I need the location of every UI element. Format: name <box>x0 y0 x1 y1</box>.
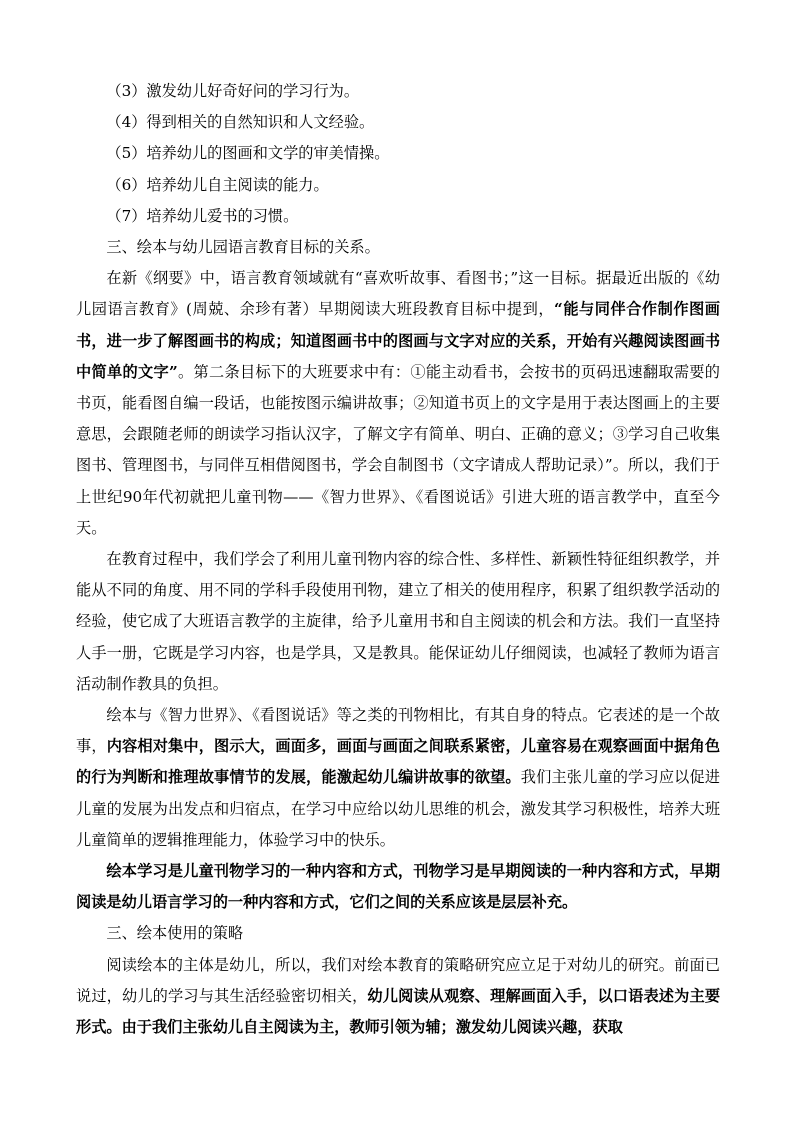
paragraph-goals <box>76 263 720 544</box>
paragraph-features <box>76 700 720 856</box>
section-heading-strategy: 三、绘本使用的策略 <box>106 924 244 943</box>
list-item-6: （6）培养幼儿自主阅读的能力。 <box>106 175 329 194</box>
paragraph-goals-text-2: 。第二条目标下的大班要求中有：①能主动看书，会按书的页码迅速翻取需要的书页，能看图自编一段话，也能按图示编讲故事；②知道书页上的文字是用于表达图画上的主要意思，会跟随老师的朗读学习指认汉字，了解文字有简单、明白、正确的意义；③学习自己收集图书、管理图书，与同伴互相借阅图书，学会自制图书（文字请成人帮助记录）”。所以，我们于上世纪90年代初就把儿童刊物——《智力世界》、《看图说话》引进大班的语言教学中，直至今天。 <box>76 362 720 537</box>
list-item-5: （5）培养幼儿的图画和文学的审美情操。 <box>106 144 390 163</box>
section-heading-relation: 三、绘本与幼儿园语言教育目标的关系。 <box>106 238 380 257</box>
paragraph-features-text-1: 绘本与《智力世界》、《看图说话》等之类的刊物相比，有其自身的特点。它表述的是一个故事， <box>76 706 720 756</box>
paragraph-strategy-bold: 幼儿阅读从观察、理解画面入手，以口语表述为主要形式。由于我们主张幼儿自主阅读为主，教师引领为辅；激发幼儿阅读兴趣，获取 <box>76 986 721 1037</box>
paragraph-features-text-2: 我们主张儿童的学习应以促进儿童的发展为出发点和归宿点，在学习中应给以幼儿思维的机会，激发其学习积极性，培养大班儿童简单的逻辑推理能力，体验学习中的快乐。 <box>76 768 721 849</box>
paragraph-strategy <box>76 950 720 1044</box>
paragraph-relationship-bold: 绘本学习是儿童刊物学习的一种内容和方式，刊物学习是早期阅读的一种内容和方式，早期阅读是幼儿语言学习的一种内容和方式，它们之间的关系应该是层层补充。 <box>76 862 720 912</box>
paragraph-strategy-text-1: 阅读绘本的主体是幼儿，所以，我们对绘本教育的策略研究应立足于对幼儿的研究。前面已说过，幼儿的学习与其生活经验密切相关， <box>76 955 720 1005</box>
list-item-3: （3）激发幼儿好奇好问的学习行为。 <box>106 82 360 100</box>
list-item-7: （7）培养幼儿爱书的习惯。 <box>106 206 299 225</box>
list-item-4: （4）得到相关的自然知识和人文经验。 <box>106 113 375 132</box>
paragraph-features-bold: 内容相对集中，图示大，画面多，画面与画面之间联系紧密，儿童容易在观察画面中据角色的行为判断和推理故事情节的发展，能激起幼儿编讲故事的欲望。 <box>76 737 721 787</box>
paragraph-process: 在教育过程中，我们学会了利用儿童刊物内容的综合性、多样性、新颖性特征组织教学，并能从不同的角度、用不同的学科手段使用刊物，建立了相关的使用程序，积累了组织教学活动的经验，使它成了大班语言教学的主旋律，给予儿童用书和自主阅读的机会和方法。我们一直坚持人手一册，它既是学习内容，也是学具，又是教具。能保证幼儿仔细阅读，也减轻了教师为语言活动制作教具的负担。 <box>76 550 720 693</box>
paragraph-goals-bold: “能与同伴合作制作图画书，进一步了解图画书的构成；知道图画书中的图画与文字对应的关系，开始有兴趣阅读图画书中简单的文字” <box>76 300 720 381</box>
paragraph-goals-text-1: 在新《纲要》中，语言教育领域就有“喜欢听故事、看图书；”这一目标。据最近出版的《幼儿园语言教育》(周兢、余珍有著）早期阅读大班段教育目标中提到， <box>76 269 720 319</box>
document-page <box>76 76 720 1043</box>
